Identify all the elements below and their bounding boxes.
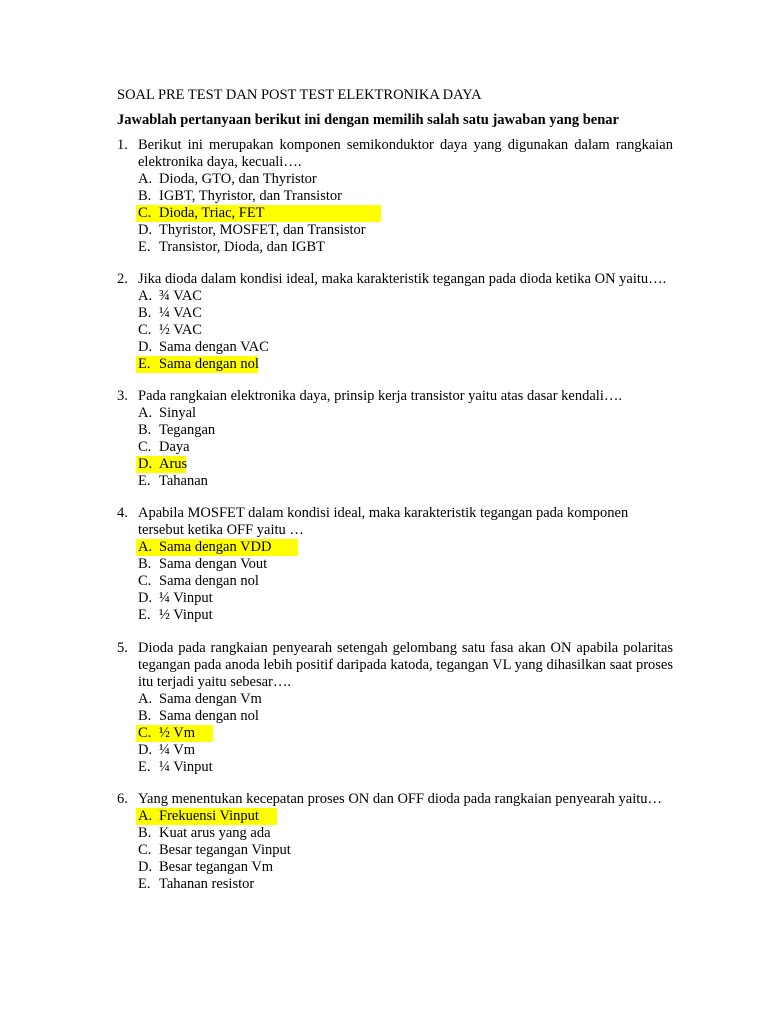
option-letter: C. (138, 842, 152, 858)
option-text: Dioda, Triac, FET (159, 205, 265, 221)
option-letter: A. (138, 539, 153, 555)
option-list (117, 539, 673, 624)
option-letter: A. (138, 171, 153, 187)
option-b[interactable] (117, 708, 673, 725)
option-text: Sama dengan VDD (159, 539, 272, 555)
option-text: ¼ Vinput (159, 759, 213, 775)
option-text: ½ Vinput (159, 607, 213, 623)
option-list (117, 691, 673, 776)
option-text: Sama dengan nol (159, 356, 259, 372)
question-stem (117, 791, 673, 808)
question-number: 1. (117, 137, 128, 153)
option-list (117, 808, 673, 893)
document-instruction: Jawablah pertanyaan berikut ini dengan memilih salah satu jawaban yang benar (117, 112, 619, 128)
option-list (117, 171, 673, 256)
option-text: Sama dengan nol (159, 708, 259, 724)
option-text: Besar tegangan Vm (159, 859, 274, 875)
option-letter: E. (138, 876, 151, 892)
option-text: ¼ Vinput (159, 590, 213, 606)
question-2 (117, 271, 673, 373)
option-d[interactable] (117, 339, 673, 356)
option-text: Dioda, GTO, dan Thyristor (159, 171, 317, 187)
option-text: Transistor, Dioda, dan IGBT (159, 239, 326, 255)
question-text: Berikut ini merupakan komponen semikonduktor daya yang digunakan dalam rangkaian elektronika daya, kecuali…. (138, 137, 673, 170)
option-text: ¾ VAC (159, 288, 202, 304)
option-text: Tahanan resistor (159, 876, 255, 892)
question-text: Apabila MOSFET dalam kondisi ideal, maka karakteristik tegangan pada komponen tersebut ketika OFF yaitu … (138, 505, 629, 538)
option-letter: E. (138, 607, 151, 623)
question-stem (117, 271, 673, 288)
option-text: Sama dengan VAC (159, 339, 269, 355)
question-stem (117, 388, 673, 405)
option-a-answer[interactable] (117, 808, 673, 825)
option-letter: D. (138, 222, 153, 238)
option-letter: C. (138, 439, 152, 455)
option-letter: E. (138, 356, 151, 372)
option-letter: A. (138, 288, 153, 304)
option-letter: C. (138, 205, 152, 221)
option-c[interactable] (117, 842, 673, 859)
option-letter: E. (138, 759, 151, 775)
option-letter: A. (138, 808, 153, 824)
option-text: Sama dengan Vm (159, 691, 262, 707)
option-c-answer[interactable] (117, 725, 673, 742)
option-b[interactable] (117, 305, 673, 322)
option-text: Frekuensi Vinput (159, 808, 259, 824)
option-a[interactable] (117, 405, 673, 422)
option-b[interactable] (117, 422, 673, 439)
option-letter: D. (138, 456, 153, 472)
option-e-answer[interactable] (117, 356, 673, 373)
question-text: Yang menentukan kecepatan proses ON dan OFF dioda pada rangkaian penyearah yaitu… (138, 791, 662, 807)
question-text: Dioda pada rangkaian penyearah setengah gelombang satu fasa akan ON apabila polaritas tegangan pada anoda lebih positif daripada katoda, tegangan VL yang dihasilkan saat proses itu terjadi yaitu sebesar…. (138, 640, 673, 690)
question-stem (117, 640, 673, 691)
option-text: ½ VAC (159, 322, 202, 338)
option-letter: E. (138, 239, 151, 255)
option-b[interactable] (117, 825, 673, 842)
option-letter: A. (138, 691, 153, 707)
option-letter: C. (138, 573, 152, 589)
option-d[interactable] (117, 590, 673, 607)
question-number: 3. (117, 388, 128, 404)
option-e[interactable] (117, 473, 673, 490)
question-text: Pada rangkaian elektronika daya, prinsip kerja transistor yaitu atas dasar kendali…. (138, 388, 622, 404)
option-text: ½ Vm (159, 725, 195, 741)
option-c-answer[interactable] (117, 205, 673, 222)
option-c[interactable] (117, 322, 673, 339)
option-letter: B. (138, 422, 152, 438)
document-title: SOAL PRE TEST DAN POST TEST ELEKTRONIKA DAYA (117, 87, 482, 103)
option-letter: B. (138, 825, 152, 841)
question-text: Jika dioda dalam kondisi ideal, maka karakteristik tegangan pada dioda ketika ON yaitu…. (138, 271, 667, 287)
option-letter: B. (138, 188, 152, 204)
option-d[interactable] (117, 222, 673, 239)
option-text: Daya (159, 439, 190, 455)
option-e[interactable] (117, 239, 673, 256)
question-number: 2. (117, 271, 128, 287)
option-letter: B. (138, 305, 152, 321)
option-text: Tahanan (159, 473, 208, 489)
option-text: Kuat arus yang ada (159, 825, 271, 841)
option-letter: B. (138, 556, 152, 572)
option-d[interactable] (117, 859, 673, 876)
question-stem (117, 505, 673, 539)
option-c[interactable] (117, 439, 673, 456)
question-6 (117, 791, 673, 893)
option-a-answer[interactable] (117, 539, 673, 556)
question-stem (117, 137, 673, 171)
option-text: Thyristor, MOSFET, dan Transistor (159, 222, 366, 238)
option-a[interactable] (117, 691, 673, 708)
option-b[interactable] (117, 188, 673, 205)
option-text: Sama dengan Vout (159, 556, 268, 572)
option-letter: A. (138, 405, 153, 421)
question-4 (117, 505, 673, 624)
option-text: Sama dengan nol (159, 573, 259, 589)
option-text: ¼ Vm (159, 742, 195, 758)
option-list (117, 288, 673, 373)
option-letter: D. (138, 742, 153, 758)
option-text: Besar tegangan Vinput (159, 842, 291, 858)
question-number: 6. (117, 791, 128, 807)
option-a[interactable] (117, 171, 673, 188)
question-3 (117, 388, 673, 490)
option-text: IGBT, Thyristor, dan Transistor (159, 188, 342, 204)
option-letter: B. (138, 708, 152, 724)
question-1 (117, 137, 673, 256)
option-a[interactable] (117, 288, 673, 305)
option-e[interactable] (117, 607, 673, 624)
option-d[interactable] (117, 742, 673, 759)
question-5 (117, 640, 673, 776)
option-letter: D. (138, 339, 153, 355)
option-letter: E. (138, 473, 151, 489)
option-letter: C. (138, 322, 152, 338)
option-letter: C. (138, 725, 152, 741)
option-letter: D. (138, 859, 153, 875)
option-c[interactable] (117, 573, 673, 590)
option-text: ¼ VAC (159, 305, 202, 321)
option-text: Tegangan (159, 422, 216, 438)
option-text: Sinyal (159, 405, 197, 421)
option-list (117, 405, 673, 490)
option-letter: D. (138, 590, 153, 606)
question-number: 5. (117, 640, 128, 656)
question-number: 4. (117, 505, 128, 521)
option-d-answer[interactable] (117, 456, 673, 473)
option-text: Arus (159, 456, 188, 472)
option-e[interactable] (117, 876, 673, 893)
option-e[interactable] (117, 759, 673, 776)
option-b[interactable] (117, 556, 673, 573)
